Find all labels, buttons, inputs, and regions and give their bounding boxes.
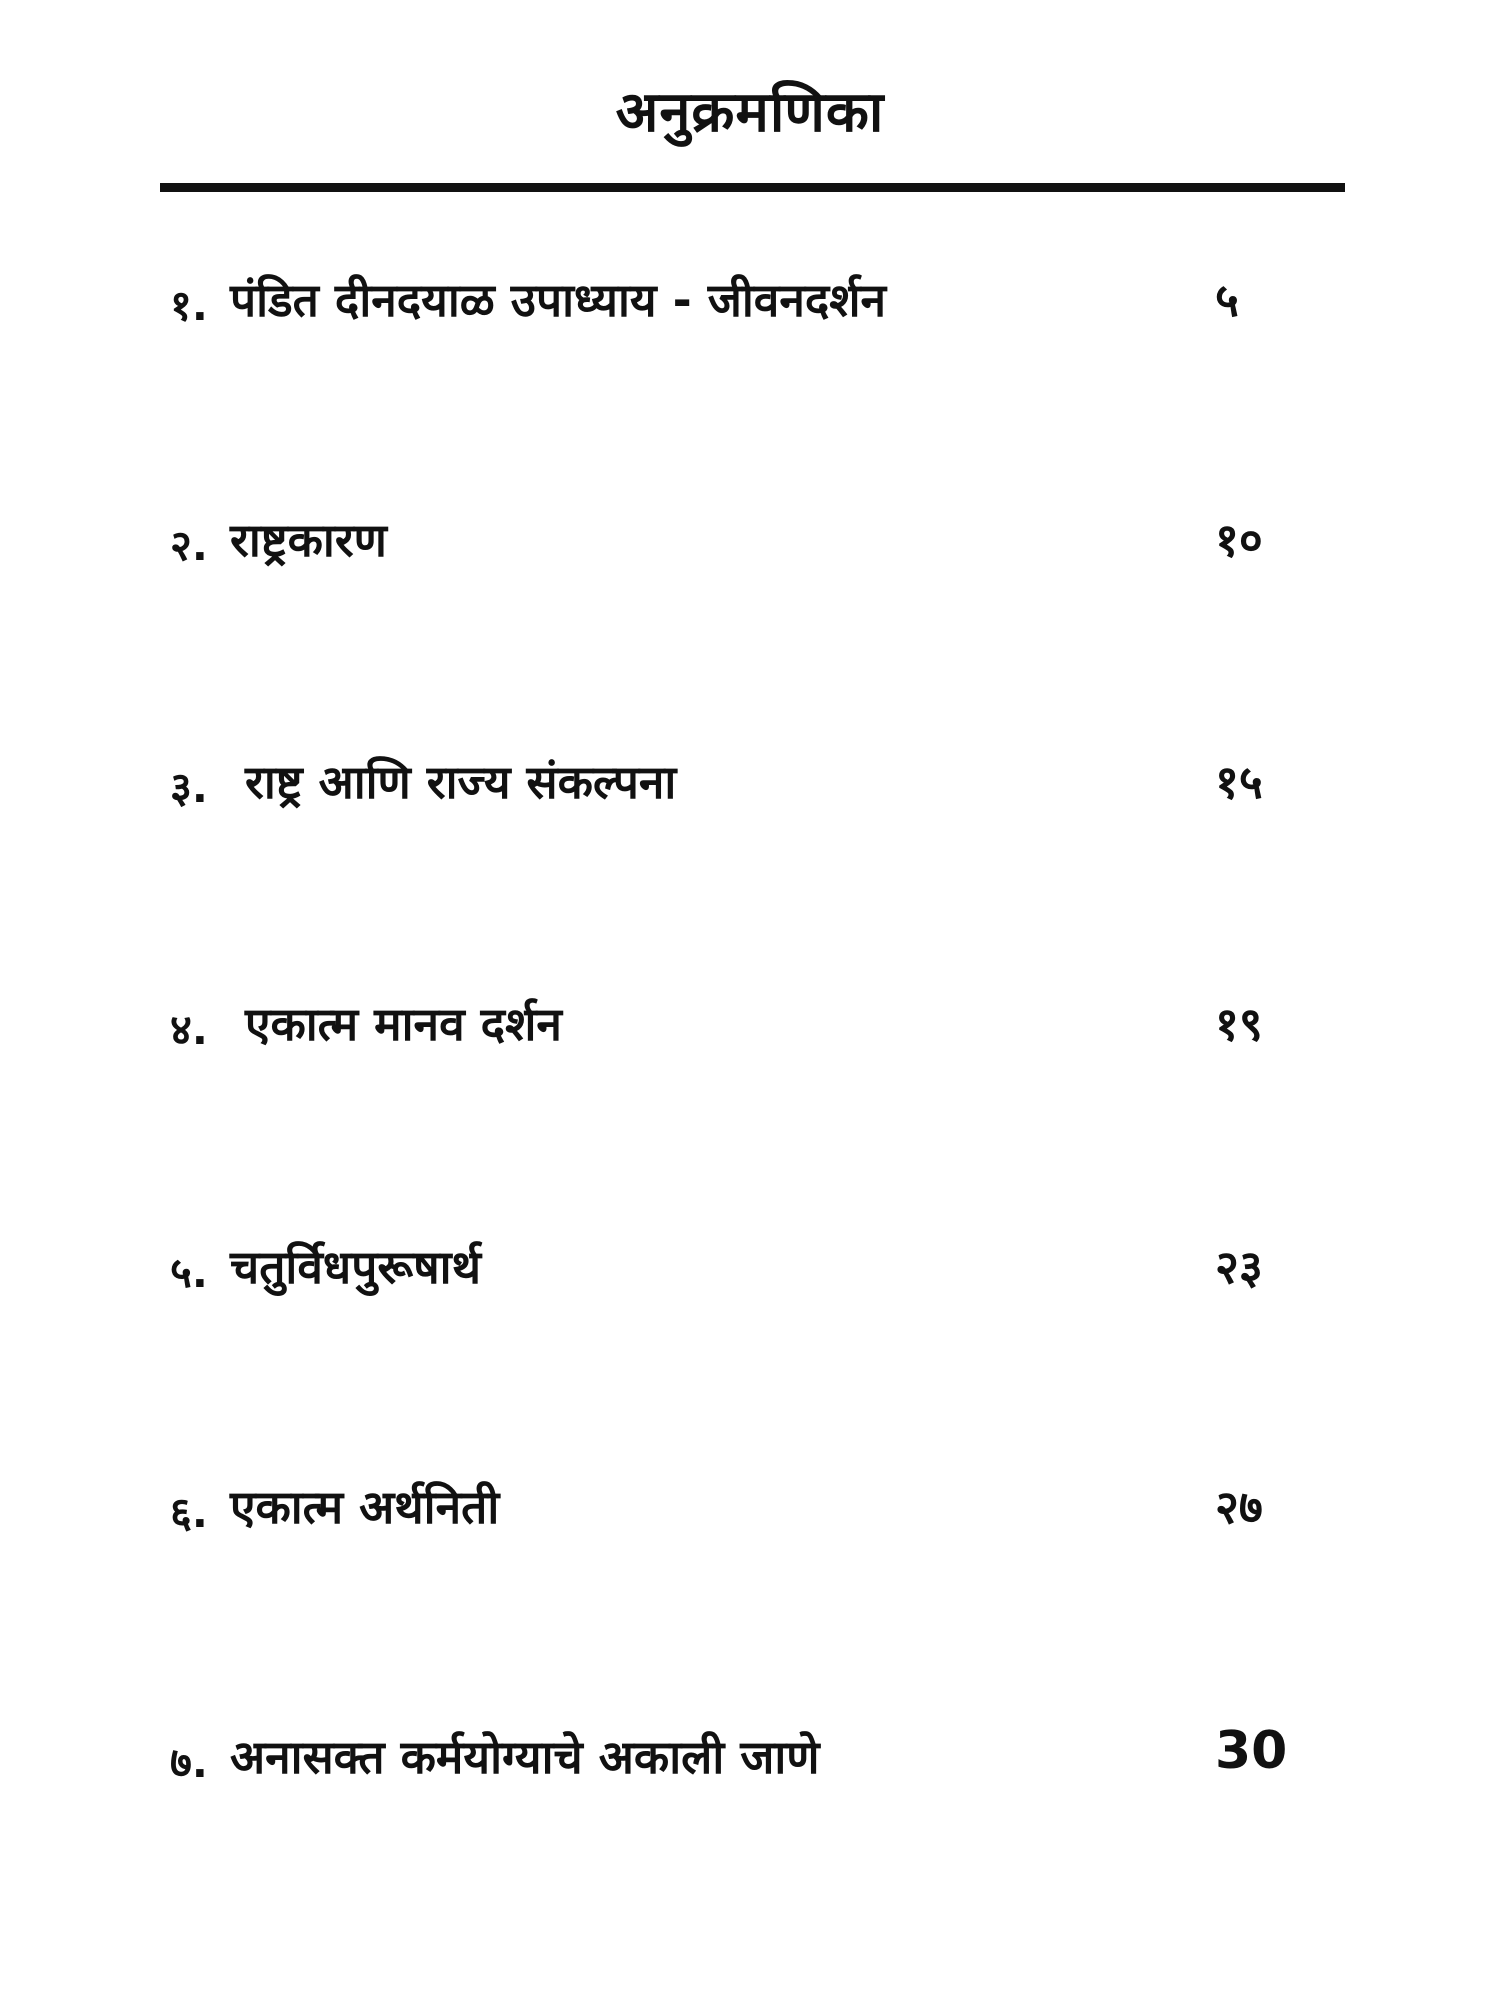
toc-entry	[170, 750, 1330, 820]
toc-entry	[170, 1475, 1330, 1545]
entry-number: १.	[170, 281, 208, 330]
entry-number: ३.	[170, 763, 208, 812]
entry-number: ४.	[170, 1005, 208, 1054]
toc-entry	[170, 1721, 1330, 1795]
entry-page-number: २३	[1215, 1240, 1263, 1294]
entry-number: ५.	[170, 1248, 208, 1297]
entry-page-number: १०	[1215, 513, 1263, 567]
entry-page-number: १९	[1215, 997, 1263, 1051]
toc-entry	[170, 992, 1330, 1062]
page-title: अनुक्रमणिका	[615, 80, 885, 145]
entry-title: अनासक्त कर्मयोग्याचे अकाली जाणे	[230, 1730, 820, 1784]
entry-page-number: 30	[1215, 1721, 1288, 1781]
toc-entry	[170, 1235, 1330, 1305]
entry-title: राष्ट्र आणि राज्य संकल्पना	[245, 755, 677, 809]
entry-page-number: २७	[1215, 1480, 1263, 1534]
entry-title: पंडित दीनदयाळ उपाध्याय - जीवनदर्शन	[230, 273, 887, 327]
entry-page-number: ५	[1215, 273, 1239, 327]
entry-title: राष्ट्रकारण	[230, 513, 387, 567]
entry-number: ७.	[170, 1738, 208, 1787]
entry-page-number: १५	[1215, 755, 1263, 809]
entry-title: एकात्म मानव दर्शन	[245, 997, 562, 1051]
entry-number: २.	[170, 521, 208, 570]
entry-number: ६.	[170, 1488, 208, 1537]
entry-title: चतुर्विधपुरूषार्थ	[230, 1240, 481, 1294]
entry-title: एकात्म अर्थनिती	[230, 1480, 500, 1534]
toc-entry	[170, 268, 1330, 338]
toc-entry	[170, 508, 1330, 578]
